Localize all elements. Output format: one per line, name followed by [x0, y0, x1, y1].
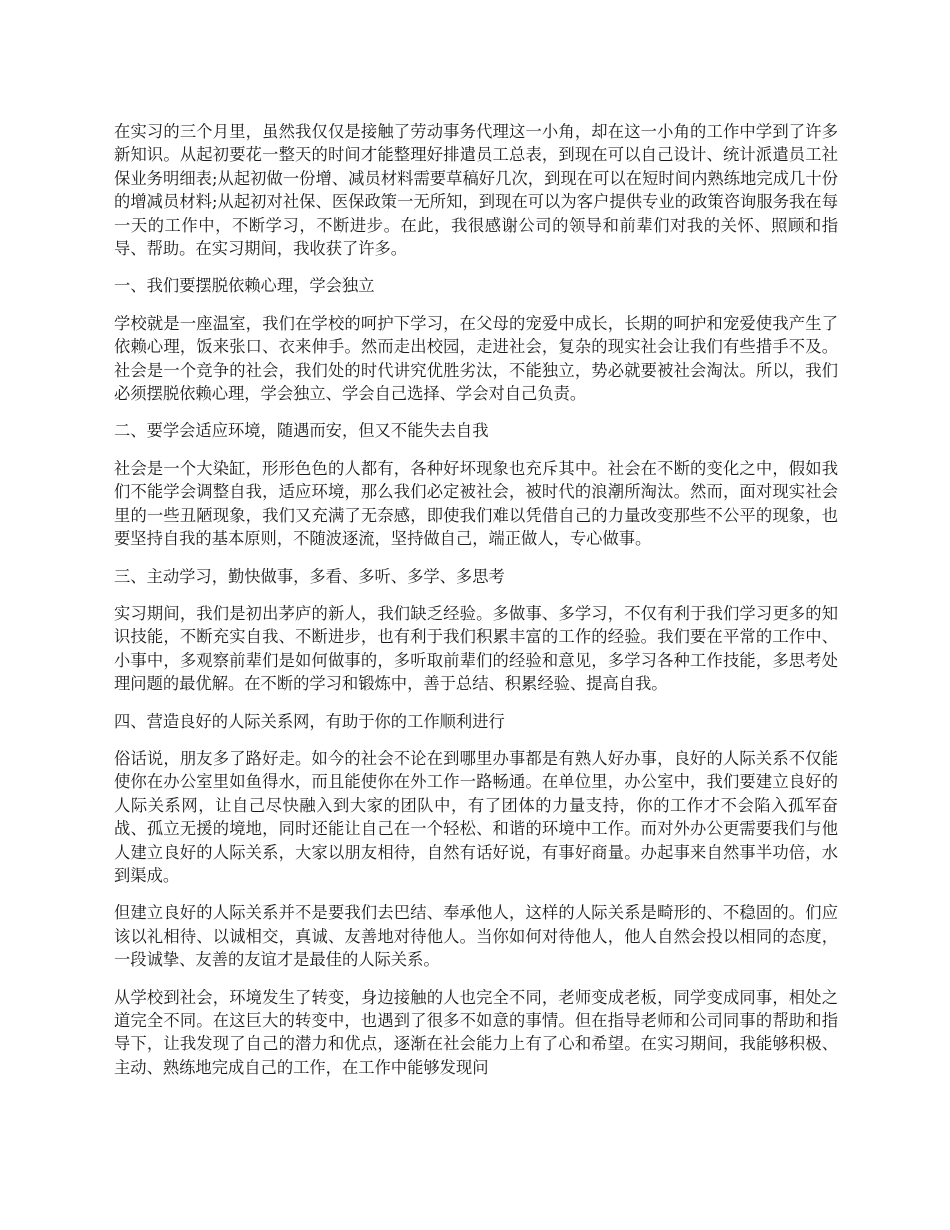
section-heading-1: 一、我们要摆脱依赖心理，学会独立	[114, 276, 375, 296]
section-heading-3: 三、主动学习，勤快做事，多看、多听、多学、多思考	[114, 566, 505, 586]
section-heading-4: 四、营造良好的人际关系网，有助于你的工作顺利进行	[114, 711, 505, 731]
document-page	[114, 120, 838, 1093]
paragraph-section-4b: 但建立良好的人际关系并不是要我们去巴结、奉承他人，这样的人际关系是畸形的、不稳固的。们应该以礼相待、以诚相交，真诚、友善地对待他人。当你如何对待他人，他人自然会投以相同的态度，一段诚挚、友善的友谊才是最佳的人际关系。	[114, 903, 838, 970]
paragraph-section-4a: 俗话说，朋友多了路好走。如今的社会不论在到哪里办事都是有熟人好办事，良好的人际关系不仅能使你在办公室里如鱼得水，而且能使你在外工作一路畅通。在单位里，办公室中，我们要建立良好的人际关系网，让自己尽快融入到大家的团队中，有了团体的力量支持，你的工作才不会陷入孤军奋战、孤立无援的境地，同时还能让自己在一个轻松、和谐的环境中工作。而对外办公更需要我们与他人建立良好的人际关系，大家以朋友相待，自然有话好说，有事好商量。办起事来自然事半功倍，水到渠成。	[114, 748, 838, 885]
paragraph-intro: 在实习的三个月里，虽然我仅仅是接触了劳动事务代理这一小角，却在这一小角的工作中学到了许多新知识。从起初要花一整天的时间才能整理好排遣员工总表，到现在可以自己设计、统计派遣员工社保业务明细表;从起初做一份增、减员材料需要草稿好几次，到现在可以在短时间内熟练地完成几十份的增减员材料;从起初对社保、医保政策一无所知，到现在可以为客户提供专业的政策咨询服务我在每一天的工作中，不断学习，不断进步。在此，我很感谢公司的领导和前辈们对我的关怀、照顾和指导、帮助。在实习期间，我收获了许多。	[114, 122, 838, 259]
paragraph-conclusion: 从学校到社会，环境发生了转变，身边接触的人也完全不同，老师变成老板，同学变成同事，相处之道完全不同。在这巨大的转变中，也遇到了很多不如意的事情。但在指导老师和公司同事的帮助和指导下，让我发现了自己的潜力和优点，逐渐在社会能力上有了心和希望。在实习期间，我能够积极、主动、熟练地完成自己的工作，在工作中能够发现问	[114, 987, 838, 1077]
section-heading-2: 二、要学会适应环境，随遇而安，但又不能失去自我	[114, 421, 489, 441]
paragraph-section-1: 学校就是一座温室，我们在学校的呵护下学习，在父母的宠爱中成长，长期的呵护和宠爱使我产生了依赖心理，饭来张口、衣来伸手。然而走出校园，走进社会，复杂的现实社会让我们有些措手不及。社会是一个竞争的社会，我们处的时代讲究优胜劣汰，不能独立，势必就要被社会淘汰。所以，我们必须摆脱依赖心理，学会独立、学会自己选择、学会对自己负责。	[114, 313, 838, 404]
paragraph-section-3: 实习期间，我们是初出茅庐的新人，我们缺乏经验。多做事、多学习，不仅有利于我们学习更多的知识技能，不断充实自我、不断进步，也有利于我们积累丰富的工作的经验。我们要在平常的工作中、小事中，多观察前辈们是如何做事的，多听取前辈们的经验和意见，多学习各种工作技能，多思考处理问题的最优解。在不断的学习和锻炼中，善于总结、积累经验、提高自我。	[114, 603, 838, 694]
paragraph-section-2: 社会是一个大染缸，形形色色的人都有，各种好坏现象也充斥其中。社会在不断的变化之中，假如我们不能学会调整自我，适应环境，那么我们必定被社会，被时代的浪潮所淘汰。然而，面对现实社会里的一些丑陋现象，我们又充满了无奈感，即使我们难以凭借自己的力量改变那些不公平的现象，也要坚持自我的基本原则，不随波逐流，坚持做自己，端正做人，专心做事。	[114, 458, 838, 549]
